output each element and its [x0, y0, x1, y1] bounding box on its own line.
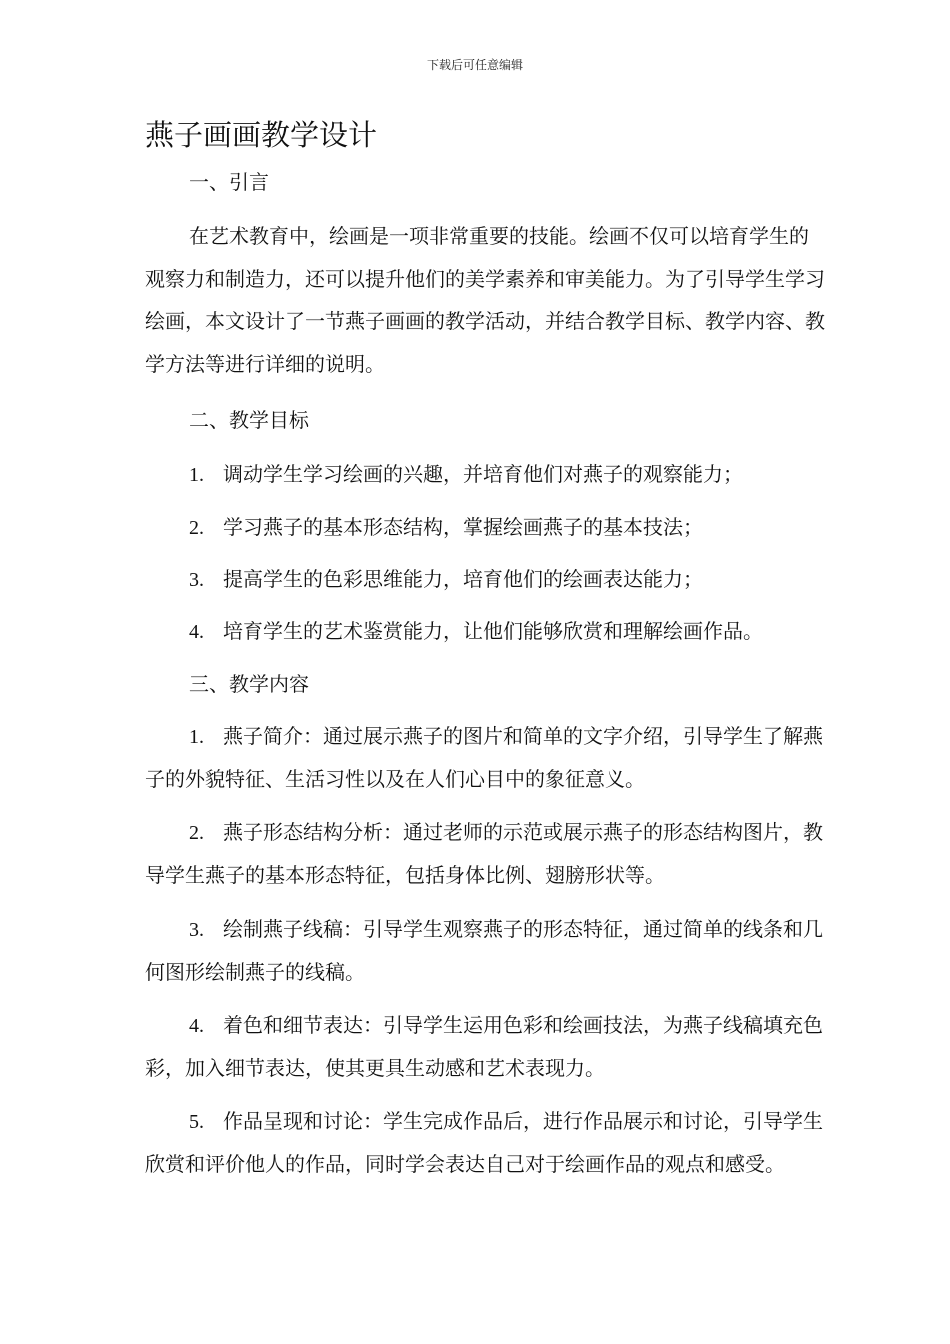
goal-item-text: 学习燕子的基本形态结构，掌握绘画燕子的基本技法； [223, 517, 703, 539]
content-item-number: 1. [189, 726, 204, 748]
document-title: 燕子画画教学设计 [145, 120, 378, 152]
content-item-text: 作品呈现和讨论：学生完成作品后，进行作品展示和讨论，引导学生欣赏和评价他人的作品，同时学会表达自己对于绘画作品的观点和感受。 [145, 1111, 823, 1176]
content-item-number: 3. [189, 919, 204, 941]
goal-item-number: 1. [189, 464, 204, 486]
goal-item-text: 培育学生的艺术鉴赏能力，让他们能够欣赏和理解绘画作品。 [223, 621, 763, 643]
content-item [145, 1005, 825, 1090]
goal-item-number: 3. [189, 569, 204, 591]
goal-item-number: 2. [189, 517, 204, 539]
content-item-number: 4. [189, 1015, 204, 1037]
goal-item-text: 调动学生学习绘画的兴趣，并培育他们对燕子的观察能力； [223, 464, 743, 486]
goal-item [145, 507, 825, 550]
content-item-text: 着色和细节表达：引导学生运用色彩和绘画技法，为燕子线稿填充色彩，加入细节表达，使其更具生动感和艺术表现力。 [145, 1015, 823, 1080]
goal-item [145, 611, 825, 654]
content-item-text: 燕子简介：通过展示燕子的图片和简单的文字介绍，引导学生了解燕子的外貌特征、生活习性以及在人们心目中的象征意义。 [145, 726, 823, 791]
content-item-number: 5. [189, 1111, 204, 1133]
section-heading-goals: 二、教学目标 [189, 410, 309, 432]
section-heading-content: 三、教学内容 [189, 674, 309, 696]
content-item-text: 绘制燕子线稿：引导学生观察燕子的形态特征，通过简单的线条和几何图形绘制燕子的线稿。 [145, 919, 823, 984]
page-header: 下载后可任意编辑 [426, 58, 523, 72]
content-item-number: 2. [189, 822, 204, 844]
content-item-text: 燕子形态结构分析：通过老师的示范或展示燕子的形态结构图片，教导学生燕子的基本形态特征，包括身体比例、翅膀形状等。 [145, 822, 823, 887]
intro-paragraph: 在艺术教育中，绘画是一项非常重要的技能。绘画不仅可以培育学生的观察力和制造力，还可以提升他们的美学素养和审美能力。为了引导学生学习绘画，本文设计了一节燕子画画的教学活动，并结合教学目标、教学内容、教学方法等进行详细的说明。 [145, 226, 825, 376]
goal-item [145, 454, 825, 497]
section-heading-intro: 一、引言 [189, 172, 269, 194]
content-item [145, 716, 825, 801]
goal-item-number: 4. [189, 621, 204, 643]
content-item [145, 1101, 825, 1186]
goal-item-text: 提高学生的色彩思维能力，培育他们的绘画表达能力； [223, 569, 703, 591]
goal-item [145, 559, 825, 602]
content-item [145, 909, 825, 994]
content-item [145, 812, 825, 897]
